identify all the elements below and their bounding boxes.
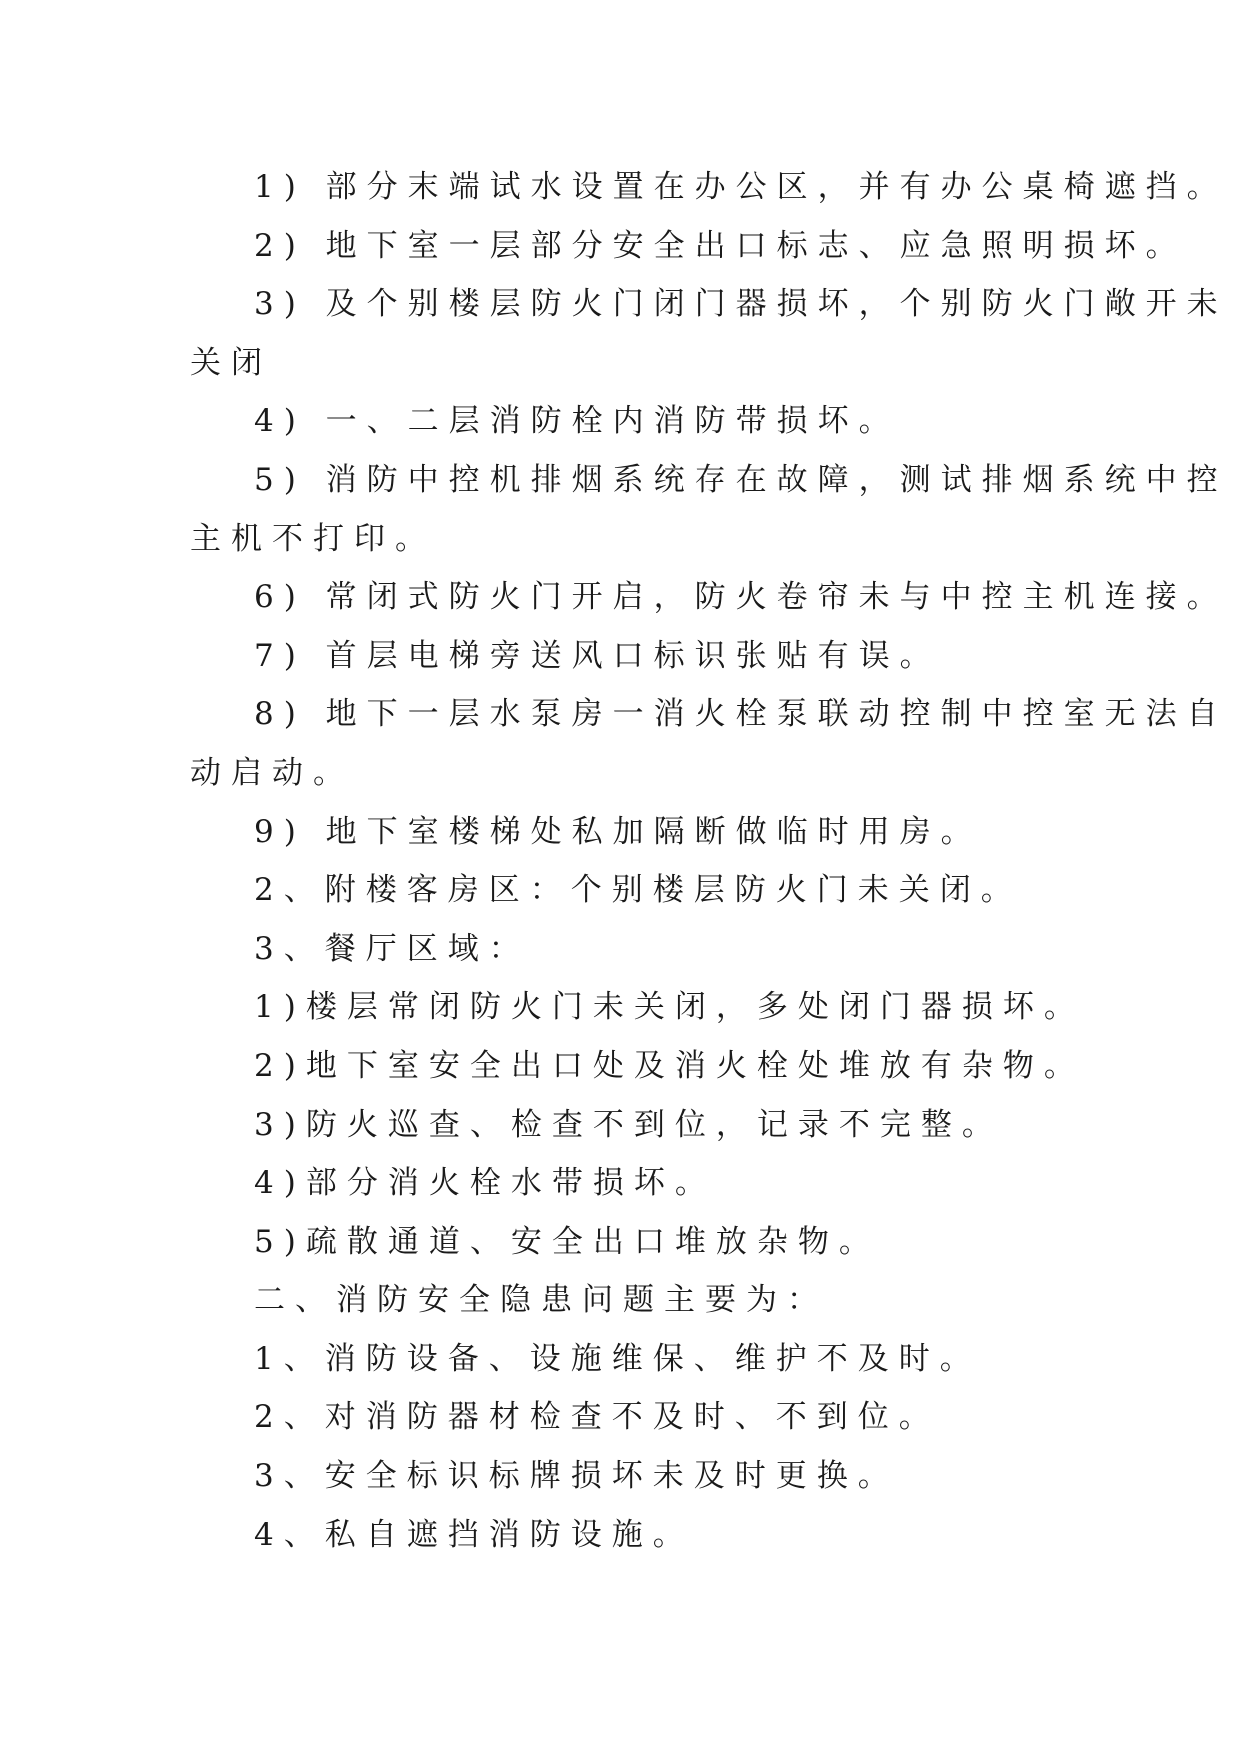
text-line: 主机不打印。 bbox=[190, 520, 436, 557]
document-body bbox=[190, 158, 1228, 1564]
text-line: 9) 地下室楼梯处私加隔断做临时用房。 bbox=[254, 813, 982, 850]
text-line: 动启动。 bbox=[190, 754, 354, 791]
text-line: 1、消防设备、设施维保、维护不及时。 bbox=[254, 1340, 981, 1377]
text-line: 3、安全标识标牌损坏未及时更换。 bbox=[254, 1458, 899, 1495]
text-line: 1) 部分末端试水设置在办公区，并有办公桌椅遮挡。 bbox=[254, 169, 1228, 205]
text-line: 3) 及个别楼层防火门闭门器损坏，个别防火门敞开未 bbox=[254, 286, 1228, 323]
text-line: 8) 地下一层水泵房一消火栓泵联动控制中控室无法自 bbox=[254, 696, 1228, 733]
text-line: 1)楼层常闭防火门未关闭，多处闭门器损坏。 bbox=[254, 989, 1085, 1026]
text-line: 3、餐厅区域： bbox=[254, 930, 530, 967]
text-line: 2、对消防器材检查不及时、不到位。 bbox=[254, 1399, 940, 1436]
text-line: 2)地下室安全出口处及消火栓处堆放有杂物。 bbox=[254, 1047, 1085, 1084]
text-line: 6) 常闭式防火门开启，防火卷帘未与中控主机连接。 bbox=[254, 579, 1228, 616]
text-line: 4)部分消火栓水带损坏。 bbox=[254, 1165, 716, 1202]
text-line: 5)疏散通道、安全出口堆放杂物。 bbox=[254, 1223, 880, 1260]
text-line: 4、私自遮挡消防设施。 bbox=[254, 1516, 694, 1553]
text-line: 二、消防安全隐患问题主要为： bbox=[254, 1282, 828, 1319]
text-line: 2) 地下室一层部分安全出口标志、应急照明损坏。 bbox=[254, 227, 1187, 264]
text-line: 5) 消防中控机排烟系统存在故障，测试排烟系统中控 bbox=[254, 461, 1228, 498]
text-line: 7) 首层电梯旁送风口标识张贴有误。 bbox=[254, 637, 941, 674]
text-line: 3)防火巡查、检查不到位，记录不完整。 bbox=[254, 1106, 1003, 1143]
text-line: 2、附楼客房区：个别楼层防火门未关闭。 bbox=[254, 872, 1022, 909]
text-line: 关闭 bbox=[190, 344, 272, 381]
text-line: 4) 一、二层消防栓内消防带损坏。 bbox=[254, 403, 900, 440]
